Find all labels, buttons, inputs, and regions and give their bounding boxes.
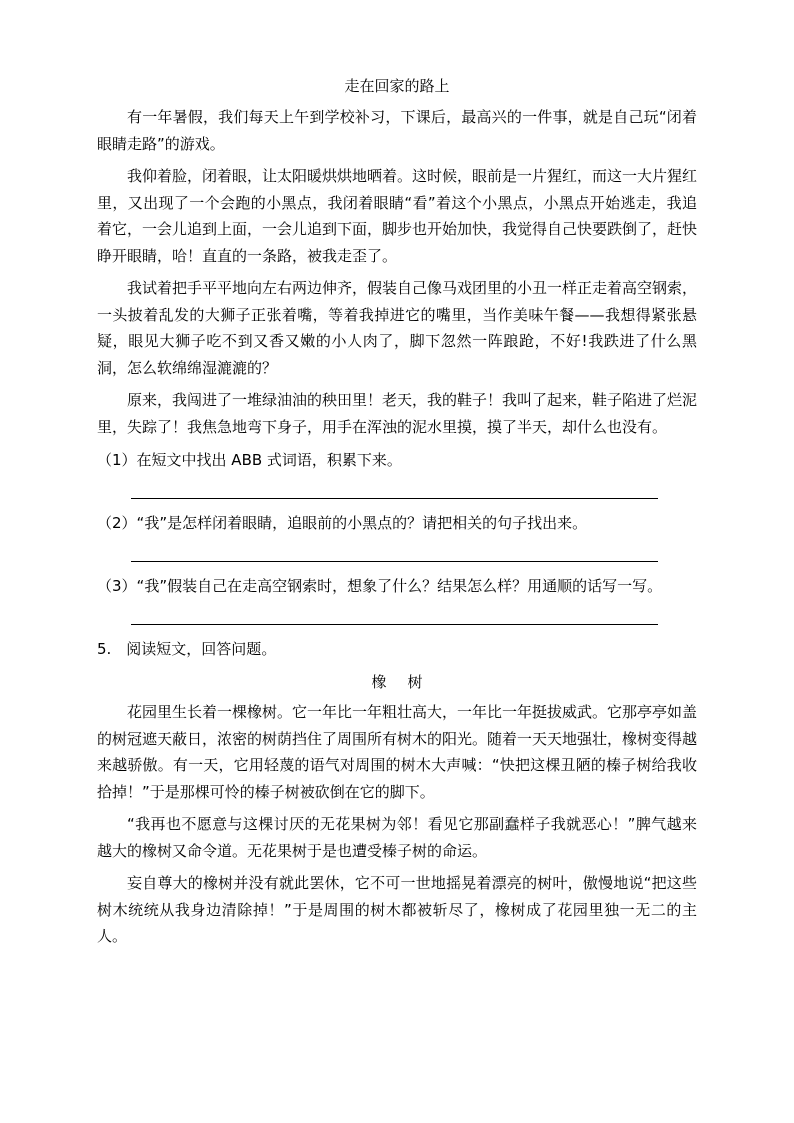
- passage2-paragraph-3: 妄自尊大的橡树并没有就此罢休，它不可一世地摇晃着漂亮的树叶，傲慢地说“把这些树木统统从我身边清除掉！”于是周围的树木都被斩尽了，橡树成了花园里独一无二的主人。: [97, 874, 697, 945]
- passage2-title: 橡树: [371, 673, 444, 691]
- passage1-paragraph-4: 原来，我闯进了一堆绿油油的秧田里！老天，我的鞋子！我叫了起来，鞋子陷进了烂泥里，失踪了！我焦急地弯下身子，用手在浑浊的泥水里摸，摸了半天，却什么也没有。: [97, 391, 698, 436]
- passage1-paragraph-1: 有一年暑假，我们每天上午到学校补习，下课后，最高兴的一件事，就是自己玩“闭着眼睛走路”的游戏。: [97, 108, 697, 153]
- passage2-paragraph-1: 花园里生长着一棵橡树。它一年比一年粗壮高大，一年比一年挺拔威武。它那亭亭如盖的树冠遮天蔽日，浓密的树荫挡住了周围所有树木的阳光。随着一天天地强壮，橡树变得越来越骄傲。有一天，它用轻蔑的语气对周围的树木大声喊：“快把这棵丑陋的榛子树给我收拾掉！”于是那棵可怜的榛子树被砍倒在它的脚下。: [97, 703, 698, 801]
- passage1-paragraph-2: 我仰着脸，闭着眼，让太阳暖烘烘地晒着。这时候，眼前是一片猩红，而这一大片猩红里，又出现了一个会跑的小黑点，我闭着眼睛“看”着这个小黑点，小黑点开始逃走，我追着它，一会儿追到上面，一会儿追到下面，脚步也开始加快，我觉得自己快要跌倒了，赶快睁开眼睛，哈！直直的一条路，被我走歪了。: [97, 167, 698, 265]
- passage1-title: 走在回家的路上: [344, 77, 450, 95]
- answer-line-1[interactable]: [131, 484, 658, 499]
- passage1-paragraph-3: 我试着把手平平地向左右两边伸齐，假装自己像马戏团里的小丑一样正走着高空钢索，一头披着乱发的大狮子正张着嘴，等着我掉进它的嘴里，当作美味午餐——我想得紧张悬疑，眼见大狮子吃不到又香又嫩的小人肉了，脚下忽然一阵踉跄，不好!我跌进了什么黑洞，怎么软绵绵湿漉漉的？: [97, 279, 698, 377]
- passage2-paragraph-2: “我再也不愿意与这棵讨厌的无花果树为邻！看见它那副蠢样子我就恶心！”脾气越来越大的橡树又命令道。无花果树于是也遭受榛子树的命运。: [97, 815, 697, 860]
- question-2: （2）“我”是怎样闭着眼睛，追眼前的小黑点的？请把相关的句子找出来。: [97, 514, 588, 532]
- answer-line-2[interactable]: [131, 547, 658, 562]
- document-page: [97, 68, 697, 956]
- question-1: （1）在短文中找出 ABB 式词语，积累下来。: [97, 451, 402, 469]
- question-3: （3）“我”假装自己在走高空钢索时，想象了什么？结果怎么样？用通顺的话写一写。: [97, 577, 663, 595]
- item-5-instruction: 5. 阅读短文，回答问题。: [97, 640, 277, 658]
- answer-line-3[interactable]: [131, 610, 658, 625]
